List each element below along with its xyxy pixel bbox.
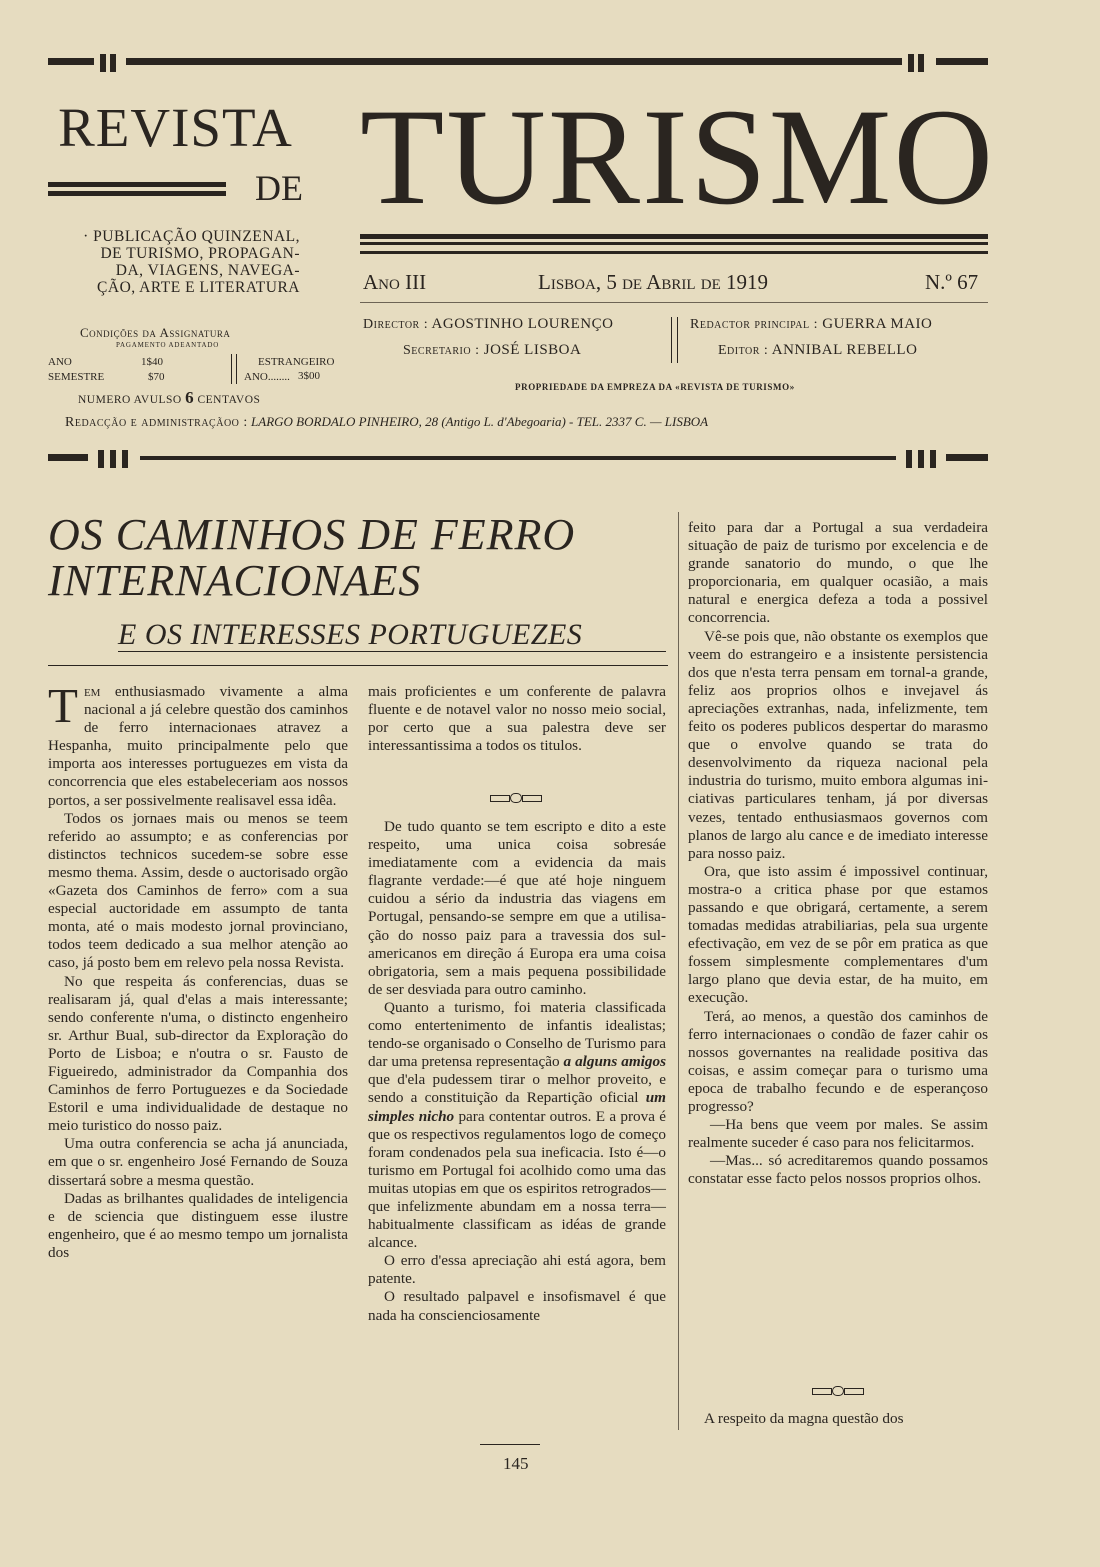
estrangeiro-ano-label: ANO........ <box>244 371 290 383</box>
redaccao-line <box>65 414 708 431</box>
subscription-title: Condições da Assignatura <box>80 325 231 340</box>
staff-director <box>363 316 613 333</box>
single-issue-price <box>78 388 260 408</box>
publication-info <box>48 228 300 296</box>
masthead-de-row <box>48 170 303 210</box>
paragraph-text: enthusiasmado vivamente a alma nacional a já celebre questão dos caminhos de ferro internacionaes atravez a Hespanha, muito principalmente pelo que importa aos interesses portuguezes em vista da concorrencia que eles estabeleceriam aos nossos portos, a ser possivelmente realisavel essa idêa. <box>48 683 348 809</box>
article-column-2-top <box>368 683 666 755</box>
masthead-title: TURISMO <box>360 80 996 233</box>
paragraph: Terá, ao menos, a questão dos caminhos de ferro internacionaes o condão de fazer cahir os nossos governantes na realidade positiva das coisas, e assim começar para o turismo uma epoca de trabalho fecundo e de esperançoso progresso? <box>688 1007 988 1115</box>
paragraph <box>368 999 666 1252</box>
ano-label: ANO <box>48 356 72 368</box>
paragraph <box>48 678 348 810</box>
paragraph: O erro d'essa apreciação ahi está agora, bem patente. <box>368 1252 666 1288</box>
ownership-line: PROPRIEDADE DA EMPREZA DA «REVISTA DE TURISMO» <box>515 382 795 392</box>
paragraph-text: Quanto a turismo, foi materia classificada como entertenimento de infantis idealistas; tendo-se organisado o Conselho de Turismo para dar uma pretensa representação <box>368 998 666 1071</box>
subtitle-rule <box>118 651 666 652</box>
masthead-rule-1 <box>360 234 988 239</box>
paragraph: No que respeita ás conferencias, duas se realisaram já, qual d'elas a mais interessante; sendo conferente n'uma, o distincto engenheiro sr. Arthur Bual, sub-director da Exploração do Porto de Lisboa; e n'outra o sr. Fausto de Figueiredo, administrador da Companhia dos Caminhos de ferro Portuguezes e da Sociedade Estoril e uma individualidade de destaque no meio turistico do nosso paiz. <box>48 972 348 1135</box>
paragraph: O resultado palpavel e insofismavel é que nada ha conscienciosamente <box>368 1288 666 1324</box>
paragraph: mais proficientes e um conferente de palavra fluente e de notavel valor no nosso meio social, por certo que a sua palestra deve ser interessantissima a todos os titulos. <box>368 683 666 755</box>
secretario-role: Secretario : <box>403 343 480 358</box>
ano-price: 1$40 <box>141 356 163 368</box>
top-decorative-rule <box>48 54 988 72</box>
paragraph: Uma outra conferencia se acha já anunciada, em que o sr. engenheiro José Fernando de Souza dissertará sobre a mesma questão. <box>48 1135 348 1189</box>
masthead-rule-2 <box>360 242 988 245</box>
emphasis-text: um simples nicho <box>368 1089 666 1125</box>
issue-number: N.º 67 <box>925 270 979 294</box>
paragraph: —Mas... só acreditaremos quando possamos constatar esse facto pelos nossos proprios olhos. <box>688 1152 988 1188</box>
paragraph: Ora, que isto assim é impossivel continuar, mostra-o a critica phase por que estamos passando e que obrigará, certamente, a serem tomadas medidas atrabiliarias, pela sua urgente efectivação, em vez de se pôr em pratica as que fossem simplesmente complementares d'um largo plano que devia estar, de ha muito, em execução. <box>688 862 988 1007</box>
director-role: Director : <box>363 317 429 332</box>
drop-cap: T <box>48 678 78 733</box>
paragraph: De tudo quanto se tem escripto e dito a este respeito, uma unica coisa sobresáe imediatamente com a evidencia da mais flagrante verdade:—é que até hoje ninguem cuidou a sério da industria das viagens em Portugal, pensando-se sempre em que a utilisação do nosso paiz para a travessia dos sul-americanos em direção á Europa era uma coisa obrigatoria, sem a mais pequena possibilidade de ser desviada para outro caminho. <box>368 818 666 998</box>
paragraph: —Ha bens que veem por males. Se assim realmente suceder é caso para nos felicitarmos. <box>688 1116 988 1152</box>
redaccao-label: Redacção e administraçãoo : <box>65 415 248 430</box>
secretario-name: JOSÉ LISBOA <box>483 342 582 358</box>
article-subtitle: E OS INTERESSES PORTUGUEZES <box>118 618 583 651</box>
semestre-price: $70 <box>148 371 165 383</box>
article-title-line: INTERNACIONAES <box>48 556 422 605</box>
masthead-revista: REVISTA <box>58 97 293 158</box>
emphasis-text: a alguns amigos <box>563 1053 666 1071</box>
paragraph: Dadas as brilhantes qualidades de inteligencia e de sciencia que distinguem esse ilustre engenheiro, que é ao mesmo tempo um jornalista dos <box>48 1189 348 1261</box>
issue-date: Lisboa, 5 de Abril de 1919 <box>538 270 768 294</box>
paragraph: Todos os jornaes mais ou menos se teem referido ao assumpto; e as conferencias por distinctos technicos sucedem-se sobre esse mesmo thema. Assim, desde o auctorisado orgão «Gazeta dos Caminhos de ferro» com a sua especial auctoridade em assumpto de tanta monta, até o mais modesto jornal provinciano, todos teem dedicado a sua melhor atenção ao caso, já posto bem em relevo pela nossa Revista. <box>48 809 348 972</box>
staff-editor <box>718 342 917 359</box>
redactor-role: Redactor principal : <box>690 317 819 332</box>
issue-year: Ano III <box>363 270 427 294</box>
first-word: em <box>83 683 101 700</box>
pub-line: ÇÃO, ARTE E LITERATURA <box>97 279 300 296</box>
editor-role: Editor : <box>718 343 769 358</box>
staff-divider <box>671 317 678 363</box>
page-number: 145 <box>503 1454 529 1473</box>
staff-secretario <box>403 342 581 359</box>
masthead-bottom-rule <box>48 450 988 468</box>
folio-rule <box>480 1444 540 1445</box>
staff-redactor <box>690 316 932 333</box>
masthead-de: DE <box>255 168 303 208</box>
editor-name: ANNIBAL REBELLO <box>771 342 918 358</box>
avulso-label: NUMERO AVULSO <box>78 394 182 406</box>
heading-rule <box>48 665 668 666</box>
article-column-2 <box>368 818 666 1325</box>
article-title <box>48 512 668 604</box>
pub-line: · PUBLICAÇÃO QUINZENAL, <box>83 228 300 245</box>
pub-line: DA, VIAGENS, NAVEGA- <box>115 262 300 279</box>
section-ornament <box>812 1386 864 1396</box>
article-column-3 <box>688 519 988 1188</box>
avulso-number: 6 <box>185 388 195 407</box>
estrangeiro-label: ESTRANGEIRO <box>258 356 335 368</box>
paragraph: A respeito da magna questão dos <box>704 1410 904 1427</box>
article-column-3-end <box>688 1410 988 1428</box>
estrangeiro-ano-price: 3$00 <box>298 370 320 382</box>
section-ornament <box>490 793 542 803</box>
article-title-line: OS CAMINHOS DE FERRO <box>48 510 576 559</box>
paragraph-text: que d'ela pudessem tirar o melhor proveito, e sendo a constituição da Repartição oficial <box>368 1071 666 1107</box>
issue-rule <box>360 302 988 303</box>
pub-line: DE TURISMO, PROPAGAN- <box>100 245 300 262</box>
subscription-subtitle: PAGAMENTO ADEANTADO <box>116 341 220 349</box>
paragraph: Vê-se pois que, não obstante os exemplos que veem do estrangeiro e a insistente persistencia dos que n'esta terra pensam em tornal-a grande, feliz aos proprios olhos e invejavel ás apreciações extranhas, nada, infelizmente, tem feito os poderes publicos despertar do marasmo que o envolve quando se trata do desenvolvimento da riqueza nacional pela industria do turismo, muito embora algumas iniciativas particulares tenham, já por diversas vezes, tentado enthusiasmaos governos com planos de largo alu cance e de imediato interesse para nosso paiz. <box>688 627 988 862</box>
director-name: AGOSTINHO LOURENÇO <box>431 316 614 332</box>
de-rule-upper <box>48 182 226 187</box>
paragraph: feito para dar a Portugal a sua verdadeira situação de paiz de turismo por excelencia e de grande sanatorio do mundo, o que lhe proporcionaria, em qualquer ocasião, a mais natural e energica defeza a toda a possivel concorrencia. <box>688 519 988 627</box>
masthead-rule-3 <box>360 251 988 254</box>
subscription-table <box>48 352 338 388</box>
article-column-1 <box>48 678 348 1262</box>
de-rule-lower <box>48 191 226 196</box>
paragraph-text: para contentar outros. E a prova é que os respectivos regulamentos logo de começo foram condenados pela sua ineficacia. Isto é—o turismo em Portugal foi acolhido como uma das muitas utopias em que os espiritos retrogrados—que infelizmente abundam em a nossa terra—habitualmente classificam as idéas de grande alcance. <box>368 1107 666 1252</box>
column-divider <box>678 512 679 1430</box>
redaccao-address: LARGO BORDALO PINHEIRO, 28 (Antigo L. d'Abegoaria) - TEL. 2337 C. — LISBOA <box>251 414 709 429</box>
redactor-name: GUERRA MAIO <box>822 316 933 332</box>
subscription-divider <box>231 354 237 384</box>
semestre-label: SEMESTRE <box>48 371 105 383</box>
avulso-unit: CENTAVOS <box>197 394 261 406</box>
